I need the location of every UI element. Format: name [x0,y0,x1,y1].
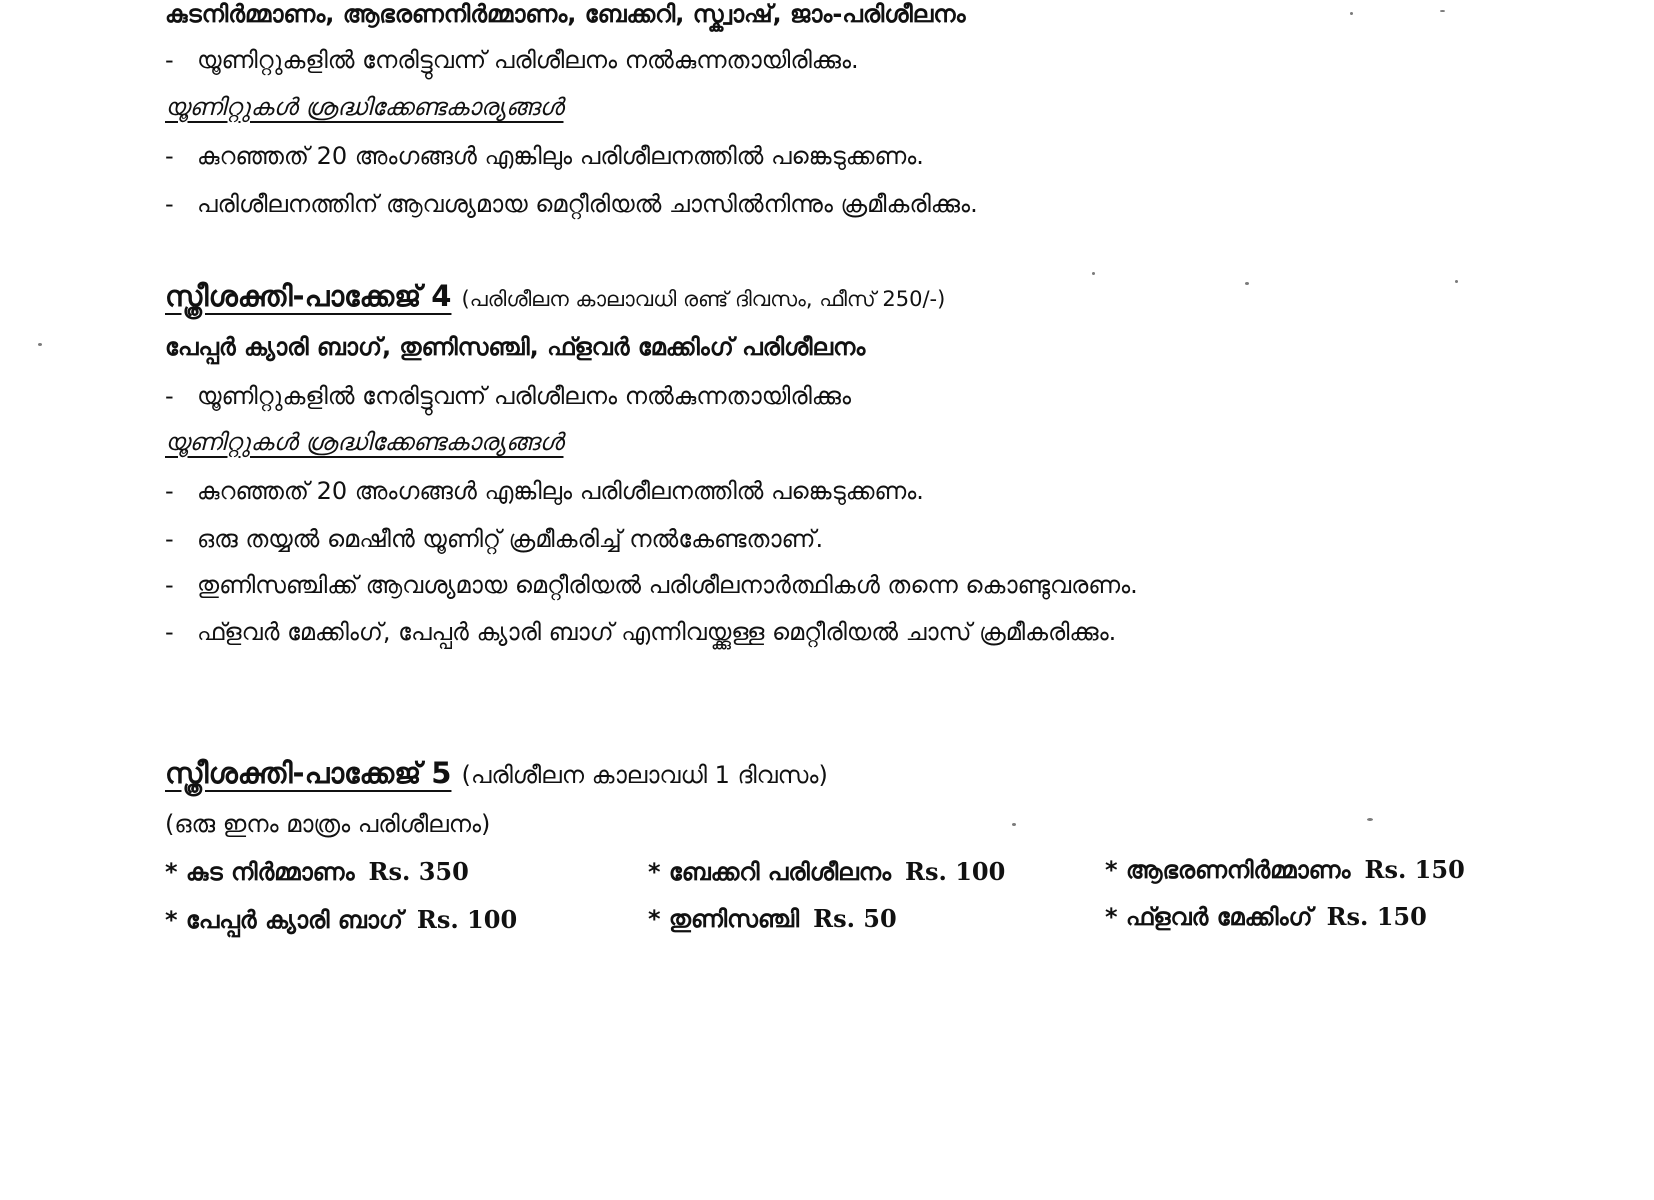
price-item-price: Rs. 350 [368,857,469,886]
package4-intro: യൂണിറ്റുകളിൽ നേരിട്ടുവന്ന് പരിശീലനം നൽകുന്നതായിരിക്കും [197,382,852,410]
package5-header [165,757,828,791]
bullet-mark: - [165,477,174,505]
scan-speck [1367,818,1373,821]
price-item-name: പേപ്പർ ക്യാരി ബാഗ് [185,906,403,934]
package4-note-line [165,475,924,507]
price-item-name: കുട നിർമ്മാണം [185,858,355,886]
package5-note: (ഒരു ഇനം മാത്രം പരിശീലനം) [165,810,491,838]
package4-note-1: കുറഞ്ഞത് 20 അംഗങ്ങൾ എങ്കിലും പരിശീലനത്തിൽ പങ്കെടുക്കണം. [197,477,924,505]
package4-subheading: പേപ്പർ ക്യാരി ബാഗ്, തുണിസഞ്ചി, ഫ്ളവർ മേക്കിംഗ് പരിശീലനം [165,333,866,361]
scan-speck [1350,12,1353,15]
price-item-price: Rs. 150 [1364,855,1465,884]
price-item [165,904,517,936]
package4-note-line [165,523,823,555]
bullet-mark: - [165,142,174,170]
package5-detail: (പരിശീലന കാലാവധി 1 ദിവസം) [461,761,828,789]
block1-intro-line [165,44,859,76]
star-mark: * [648,858,661,886]
star-mark: * [648,905,661,933]
price-item-price: Rs. 100 [416,905,518,934]
scan-speck [1440,10,1445,12]
star-mark: * [1105,856,1118,884]
price-item-price: Rs. 100 [905,857,1006,886]
top-heading: കുടനിർമ്മാണം, ആഭരണനിർമ്മാണം, ബേക്കറി, സ്ക്വാഷ്, ജാം-പരിശീലനം [165,0,966,28]
package4-note-line [165,569,1138,601]
bullet-mark: - [165,618,174,646]
price-item [1105,854,1465,886]
block1-intro: യൂണിറ്റുകളിൽ നേരിട്ടുവന്ന് പരിശീലനം നൽകുന്നതായിരിക്കും. [197,46,859,74]
bullet-mark: - [165,571,174,599]
scan-speck [1092,272,1095,275]
scan-speck [1245,282,1249,285]
block1-note-line [165,140,924,172]
bullet-mark: - [165,382,174,410]
package4-note-line [165,616,1116,648]
package4-note-3: തുണിസഞ്ചിക്ക് ആവശ്യമായ മെറ്റീരിയൽ പരിശീലനാർത്ഥികൾ തന്നെ കൊണ്ടുവരണം. [197,571,1138,599]
package4-note-4: ഫ്ളവർ മേക്കിംഗ്, പേപ്പർ ക്യാരി ബാഗ് എന്നിവയ്ക്കുള്ള മെറ്റീരിയൽ ചാസ് ക്രമീകരിക്കും. [197,618,1117,646]
block1-note-1: കുറഞ്ഞത് 20 അംഗങ്ങൾ എങ്കിലും പരിശീലനത്തിൽ പങ്കെടുക്കണം. [197,142,924,170]
price-item-price: Rs. 150 [1326,902,1427,931]
price-item-name: ഫ്ളവർ മേക്കിംഗ് [1125,903,1313,931]
package4-note-2: ഒരു തയ്യൽ മെഷീൻ യൂണിറ്റ് ക്രമീകരിച്ച് നൽകേണ്ടതാണ്. [197,525,824,553]
price-item-name: ആഭരണനിർമ്മാണം [1125,856,1351,884]
scan-speck [1455,280,1458,283]
price-item [165,856,469,888]
package4-notes-heading: യൂണിറ്റുകൾ ശ്രദ്ധിക്കേണ്ടകാര്യങ്ങൾ [165,428,564,456]
price-item-price: Rs. 50 [813,904,897,933]
bullet-mark: - [165,525,174,553]
scan-speck [38,343,42,346]
scan-speck [1012,823,1016,826]
price-item [1105,901,1427,933]
block1-notes-heading: യൂണിറ്റുകൾ ശ്രദ്ധിക്കേണ്ടകാര്യങ്ങൾ [165,93,564,121]
package5-title: സ്ത്രീശക്തി-പാക്കേജ് 5 [165,756,452,790]
package4-intro-line [165,380,851,412]
block1-note-2: പരിശീലനത്തിന് ആവശ്യമായ മെറ്റീരിയൽ ചാസിൽനിന്നും ക്രമീകരിക്കും. [197,190,978,218]
package4-detail: (പരിശീലന കാലാവധി രണ്ട് ദിവസം, ഫീസ് 250/-) [461,287,946,311]
block1-note-line [165,188,978,220]
price-item [648,903,897,935]
bullet-mark: - [165,190,174,218]
price-item-name: തുണിസഞ്ചി [668,905,800,933]
package4-title: സ്ത്രീശക്തി-പാക്കേജ് 4 [165,279,452,313]
star-mark: * [1105,903,1118,931]
bullet-mark: - [165,46,174,74]
star-mark: * [165,858,178,886]
package4-header [165,280,945,315]
price-item-name: ബേക്കറി പരിശീലനം [668,858,892,886]
star-mark: * [165,906,178,934]
price-item [648,856,1005,888]
